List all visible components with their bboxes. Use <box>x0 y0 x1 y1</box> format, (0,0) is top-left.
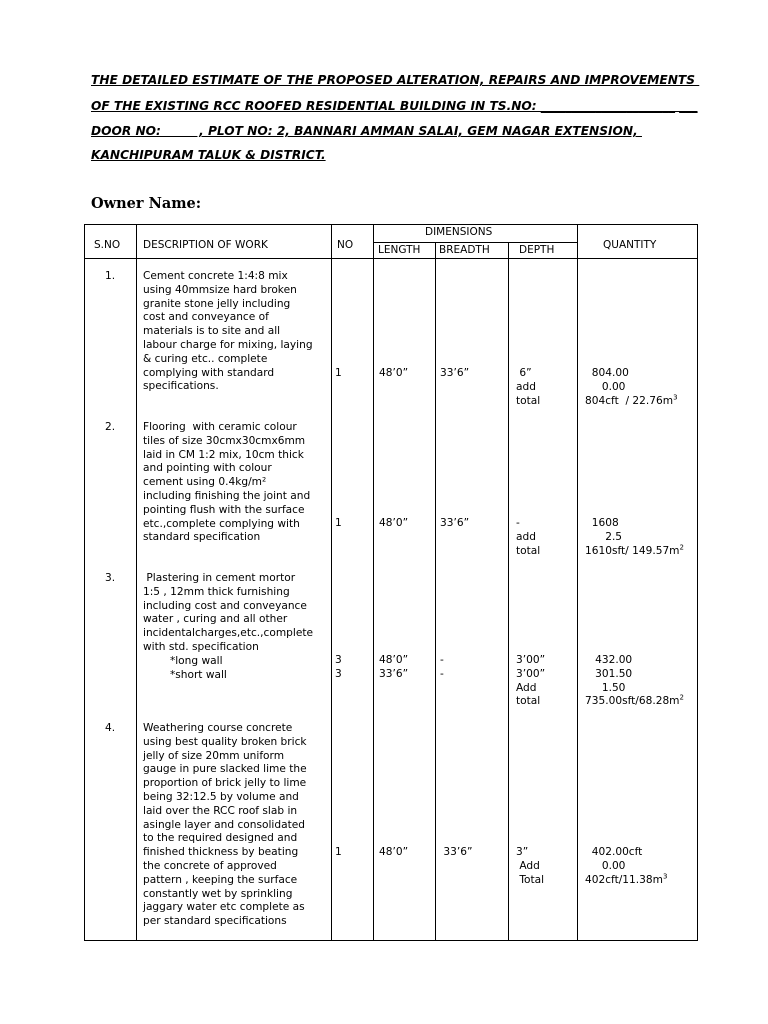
column-divider <box>373 225 374 940</box>
header-description: DESCRIPTION OF WORK <box>143 239 268 251</box>
header-quantity: QUANTITY <box>603 239 657 251</box>
row-4-breadth: 33’6” <box>440 846 473 858</box>
column-divider <box>435 242 436 940</box>
column-divider <box>331 225 332 940</box>
row-3-quantity-value: 432.00 301.50 1.50 735.00sft/68.28m <box>585 654 680 708</box>
title-line-2: OF THE EXISTING RCC ROOFED RESIDENTIAL BUILDING IN TS.NO: ______________________ ___ <box>91 99 698 113</box>
row-4-sno: 4. <box>105 722 116 734</box>
title-line-1: THE DETAILED ESTIMATE OF THE PROPOSED ALTERATION, REPAIRS AND IMPROVEMENTS <box>91 73 700 87</box>
row-1-quantity-value: 804.00 0.00 804cft / 22.76m <box>585 367 674 407</box>
header-sno: S.NO <box>94 239 121 251</box>
row-3-quantity <box>585 654 684 709</box>
row-3-quantity-unit-exponent: 2 <box>679 693 684 702</box>
row-1-no: 1 <box>335 367 342 379</box>
dimensions-divider <box>373 242 577 243</box>
estimate-table <box>84 224 698 941</box>
row-1-sno: 1. <box>105 270 116 282</box>
column-divider <box>577 225 578 940</box>
row-3-breadth: - - <box>440 654 444 680</box>
row-1-breadth: 33’6” <box>440 367 470 379</box>
header-no: NO <box>337 239 354 251</box>
row-2-quantity-value: 1608 2.5 1610sft/ 149.57m <box>585 517 680 557</box>
row-3-sno: 3. <box>105 572 116 584</box>
row-2-quantity <box>585 517 684 558</box>
row-4-length: 48’0” <box>379 846 409 858</box>
row-2-length: 48’0” <box>379 517 409 529</box>
title-line-3: DOOR NO: , PLOT NO: 2, BANNARI AMMAN SALAI, GEM NAGAR EXTENSION, <box>91 124 642 138</box>
header-length: LENGTH <box>378 244 421 256</box>
row-3-no: 3 3 <box>335 654 342 680</box>
row-2-description: Flooring with ceramic colour tiles of size 30cmx30cmx6mm laid in CM 1:2 mix, 10cm thick and pointing with colour cement using 0.4kg/m² including finishing the joint and pointing flush with the surface etc.,complete complying with standard specification <box>143 421 311 544</box>
row-3-description: Plastering in cement mortor 1:5 , 12mm thick furnishing including cost and conveyance water , curing and all other incidentalcharges,etc.,complete with std. specification *long wall *short wall <box>143 572 314 681</box>
row-2-sno: 2. <box>105 421 116 433</box>
row-4-no: 1 <box>335 846 342 858</box>
row-4-quantity <box>585 846 667 887</box>
row-1-quantity <box>585 367 678 408</box>
title-line-4: KANCHIPURAM TALUK & DISTRICT. <box>91 148 326 162</box>
owner-name-label: Owner Name: <box>91 195 202 212</box>
row-2-depth: - add total <box>516 517 541 557</box>
row-1-description: Cement concrete 1:4:8 mix using 40mmsize hard broken granite stone jelly including cost and conveyance of materials is to site and all labour charge for mixing, laying & curing etc.. complete complying with standard specifications. <box>143 270 313 393</box>
column-divider <box>136 225 137 940</box>
row-1-quantity-unit-exponent: 3 <box>673 393 678 402</box>
row-2-breadth: 33’6” <box>440 517 470 529</box>
header-dimensions: DIMENSIONS <box>425 226 493 238</box>
row-4-quantity-value: 402.00cft 0.00 402cft/11.38m <box>585 846 663 886</box>
header-breadth: BREADTH <box>439 244 490 256</box>
row-3-length: 48’0” 33’6” <box>379 654 409 680</box>
row-4-quantity-unit-exponent: 3 <box>662 872 668 881</box>
header-depth: DEPTH <box>519 244 555 256</box>
row-2-no: 1 <box>335 517 342 529</box>
row-1-depth: 6” add total <box>516 367 541 407</box>
column-divider <box>508 242 509 940</box>
row-4-depth: 3” Add Total <box>516 846 545 886</box>
row-1-length: 48’0” <box>379 367 409 379</box>
row-4-description: Weathering course concrete using best quality broken brick jelly of size 20mm uniform gauge in pure slacked lime the proportion of brick jelly to lime being 32:12.5 by volume and laid over the RCC roof slab in asingle layer and consolidated to the required designed and finished thickness by beating the concrete of approved pattern , keeping the surface constantly wet by sprinkling jaggary water etc complete as per standard specifications <box>143 722 307 928</box>
row-3-depth: 3’00” 3’00” Add total <box>516 654 546 708</box>
row-2-quantity-unit-exponent: 2 <box>679 543 684 552</box>
header-divider <box>85 258 697 259</box>
